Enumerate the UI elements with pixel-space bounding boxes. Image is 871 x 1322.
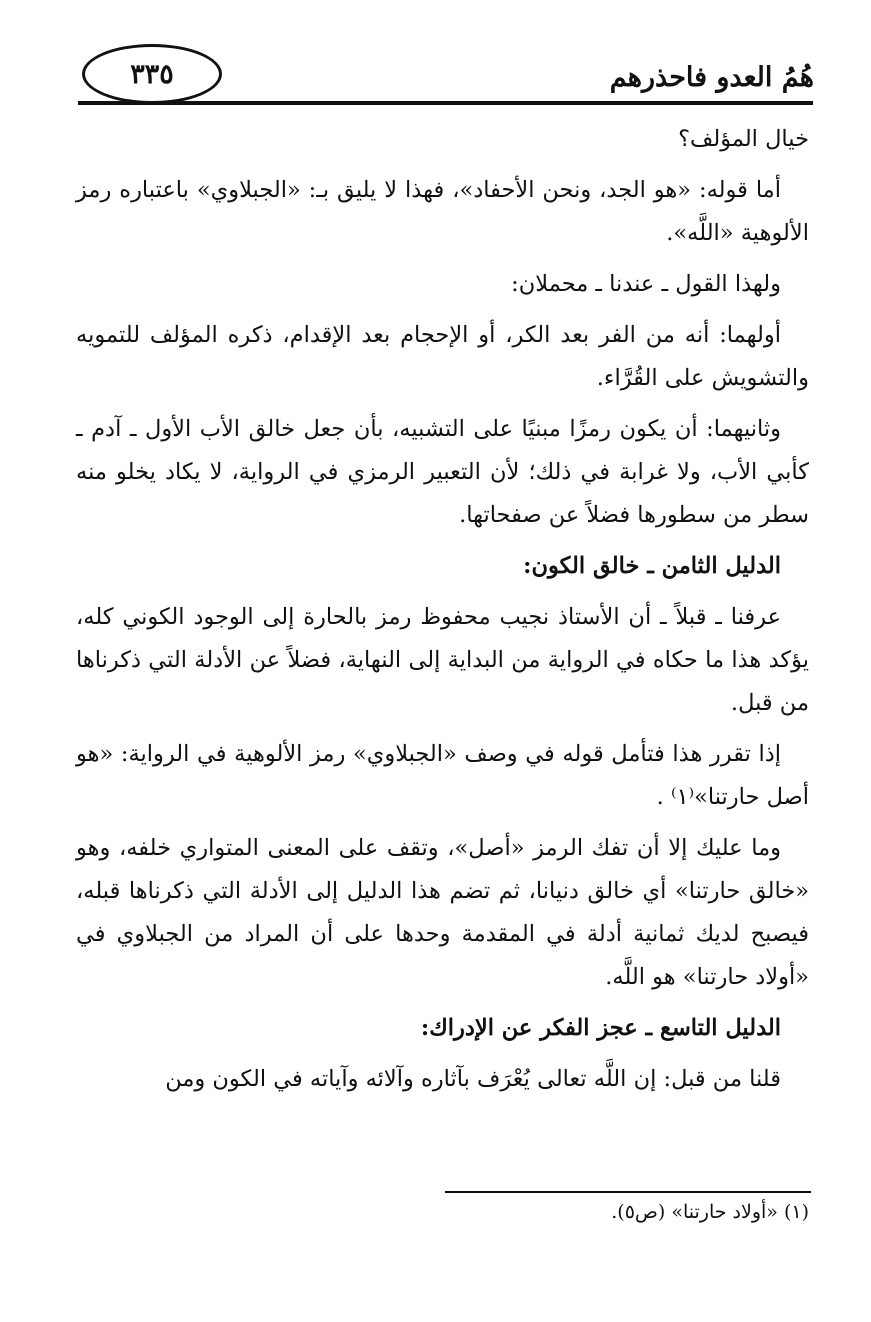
header-rule bbox=[78, 101, 813, 105]
paragraph: أولهما: أنه من الفر بعد الكر، أو الإحجام بعد الإقدام، ذكره المؤلف للتمويه والتشويش على القُرَّاء. bbox=[76, 322, 809, 391]
running-title: هُمُ العدو فاحذرهم bbox=[609, 62, 814, 93]
footnote-rule bbox=[445, 1191, 811, 1193]
section-heading: الدليل التاسع ـ عجز الفكر عن الإدراك: bbox=[420, 1015, 781, 1041]
footnote: (١) «أولاد حارتنا» (ص٥). bbox=[611, 1201, 809, 1223]
page-header bbox=[74, 40, 814, 106]
paragraph: وثانيهما: أن يكون رمزًا مبنيًا على التشبيه، بأن جعل خالق الأب الأول ـ آدم ـ كأبي الأب، ولا غرابة في ذلك؛ لأن التعبير الرمزي في الرواية، لا يكاد يخلو منه سطر من سطورها فضلاً عن صفحاتها. bbox=[76, 416, 809, 528]
paragraph: خيال المؤلف؟ bbox=[678, 126, 809, 152]
paragraph: وما عليك إلا أن تفك الرمز «أصل»، وتقف على المعنى المتواري خلفه، وهو «خالق حارتنا» أي خالق دنيانا، ثم تضم هذا الدليل إلى الأدلة التي ذكرناها قبله، فيصبح لديك ثمانية أدلة في المقدمة وحدها على أن المراد من الجبلاوي في «أولاد حارتنا» هو اللَّه. bbox=[76, 835, 809, 990]
body-text bbox=[76, 118, 809, 1109]
paragraph: ولهذا القول ـ عندنا ـ محملان: bbox=[511, 271, 781, 297]
paragraph: أما قوله: «هو الجد، ونحن الأحفاد»، فهذا لا يليق بـ: «الجبلاوي» باعتباره رمز الألوهية «اللَّه». bbox=[76, 177, 809, 246]
paragraph: عرفنا ـ قبلاً ـ أن الأستاذ نجيب محفوظ رمز بالحارة إلى الوجود الكوني كله، يؤكد هذا ما حكاه في الرواية من البداية إلى النهاية، فضلاً عن الأدلة التي ذكرناها من قبل. bbox=[76, 604, 809, 716]
paragraph: إذا تقرر هذا فتأمل قوله في وصف «الجبلاوي» رمز الألوهية في الرواية: «هو أصل حارتنا»⁽١⁾ . bbox=[76, 741, 809, 810]
section-heading: الدليل الثامن ـ خالق الكون: bbox=[523, 553, 781, 579]
page-number-oval bbox=[82, 44, 222, 104]
page-number: ٣٣٥ bbox=[130, 59, 174, 90]
paragraph: قلنا من قبل: إن اللَّه تعالى يُعْرَف بآثاره وآلائه وآياته في الكون ومن bbox=[165, 1066, 781, 1092]
